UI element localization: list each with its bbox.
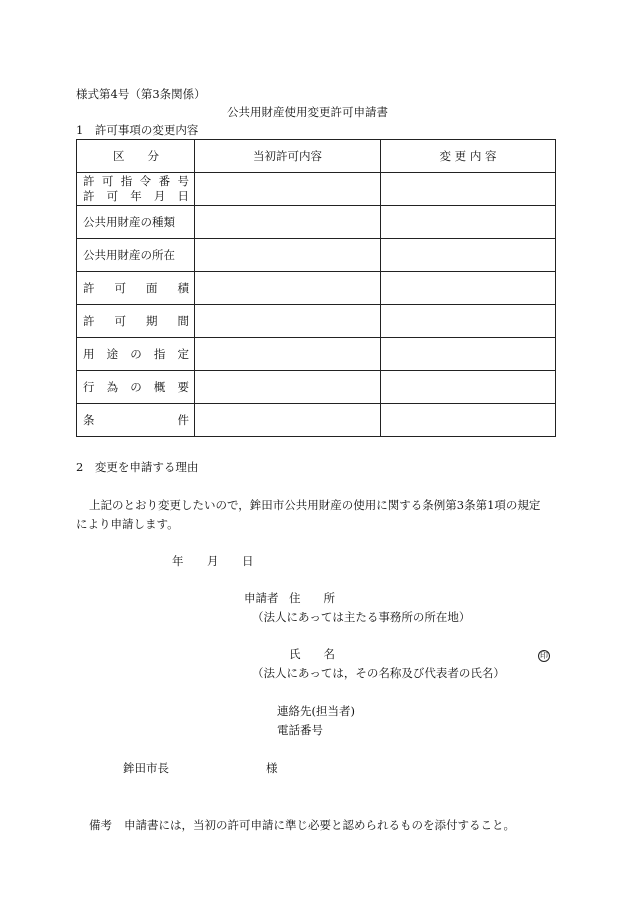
label-char: 許 [83, 281, 95, 295]
address-label: 住 所 [289, 591, 335, 605]
label-char: 号 [177, 174, 189, 188]
changed-cell[interactable] [381, 206, 556, 239]
row-label-usage [77, 338, 195, 371]
row-label-area [77, 272, 195, 305]
label-char: 行 [83, 380, 95, 394]
label-char: 許 [83, 189, 95, 203]
table-row [77, 371, 556, 404]
table-row [77, 173, 556, 206]
address-note: （法人にあっては主たる事務所の所在地） [252, 610, 471, 624]
table-row [77, 272, 556, 305]
recipient-label: 鉾田市長 [123, 761, 169, 775]
header-changed: 変 更 内 容 [381, 140, 556, 173]
changed-cell[interactable] [381, 272, 556, 305]
row-label-activity [77, 371, 195, 404]
label-char: 条 [83, 413, 95, 427]
label-char: 可 [114, 314, 126, 328]
original-cell[interactable] [195, 173, 381, 206]
honorific-label: 様 [266, 761, 278, 775]
section1-heading: 1 許可事項の変更内容 [76, 123, 199, 137]
name-label: 氏 名 [289, 647, 335, 661]
name-note: （法人にあっては，その名称及び代表者の氏名） [252, 666, 505, 680]
label-char: の [130, 380, 142, 394]
changed-cell[interactable] [381, 305, 556, 338]
label-char: 用 [83, 347, 95, 361]
label-char: 間 [177, 314, 189, 328]
row-label-period [77, 305, 195, 338]
changed-cell[interactable] [381, 371, 556, 404]
table-row [77, 206, 556, 239]
label-char: 指 [153, 347, 166, 361]
table-row [77, 305, 556, 338]
changed-cell[interactable] [381, 338, 556, 371]
table-row [77, 239, 556, 272]
section2-heading: 2 変更を申請する理由 [76, 460, 199, 474]
row-label-line-2 [83, 189, 189, 204]
label-char: 定 [177, 347, 189, 361]
original-cell[interactable] [195, 404, 381, 437]
label-char: 日 [177, 189, 189, 203]
label-char: 年 [130, 189, 142, 203]
label-char: 期 [146, 314, 158, 328]
body-text-line-2: により申請します。 [76, 517, 179, 531]
label-char: 積 [177, 281, 189, 295]
body-text-line-1: 上記のとおり変更したいので，鉾田市公共用財産の使用に関する条例第3条第1項の規定 [89, 498, 541, 512]
label-char: 月 [153, 189, 166, 203]
original-cell[interactable] [195, 272, 381, 305]
changed-cell[interactable] [381, 404, 556, 437]
original-cell[interactable] [195, 305, 381, 338]
label-char: の [130, 347, 142, 361]
original-cell[interactable] [195, 206, 381, 239]
date-day-label: 日 [242, 554, 254, 568]
label-char: 許 [83, 314, 95, 328]
original-cell[interactable] [195, 239, 381, 272]
table-row [77, 404, 556, 437]
change-table [76, 139, 556, 437]
original-cell[interactable] [195, 371, 381, 404]
label-char: 令 [139, 174, 152, 188]
label-char: 可 [106, 189, 119, 203]
changed-cell[interactable] [381, 173, 556, 206]
label-char: 件 [177, 413, 189, 427]
label-char: 為 [106, 380, 119, 394]
date-month-label: 月 [207, 554, 219, 568]
label-char: 番 [158, 174, 171, 188]
row-label-line-1 [83, 174, 189, 189]
remarks-label: 備考 [89, 818, 112, 832]
row-label-property-type: 公共用財産の種類 [77, 206, 195, 239]
label-char: 面 [146, 281, 158, 295]
table-header-row [77, 140, 556, 173]
seal-mark: 印 [540, 651, 548, 660]
contact-label: 連絡先(担当者) [277, 704, 355, 718]
applicant-label: 申請者 [244, 591, 279, 605]
changed-cell[interactable] [381, 239, 556, 272]
label-char: 可 [101, 174, 114, 188]
date-year-label: 年 [172, 554, 184, 568]
row-label-property-location: 公共用財産の所在 [77, 239, 195, 272]
label-char: 指 [120, 174, 133, 188]
phone-label: 電話番号 [277, 723, 323, 737]
form-title: 公共用財産使用変更許可申請書 [227, 105, 388, 119]
original-cell[interactable] [195, 338, 381, 371]
label-char: 途 [106, 347, 119, 361]
header-original: 当初許可内容 [195, 140, 381, 173]
table-row [77, 338, 556, 371]
row-label-permit-number-date [77, 173, 195, 206]
remarks-text: 申請書には，当初の許可申請に準じ必要と認められるものを添付すること。 [124, 818, 515, 832]
label-char: 要 [177, 380, 189, 394]
label-char: 概 [153, 380, 166, 394]
label-char: 可 [114, 281, 126, 295]
row-label-conditions [77, 404, 195, 437]
header-category: 区 分 [77, 140, 195, 173]
form-number: 様式第4号（第3条関係） [76, 87, 206, 101]
label-char: 許 [83, 174, 95, 188]
